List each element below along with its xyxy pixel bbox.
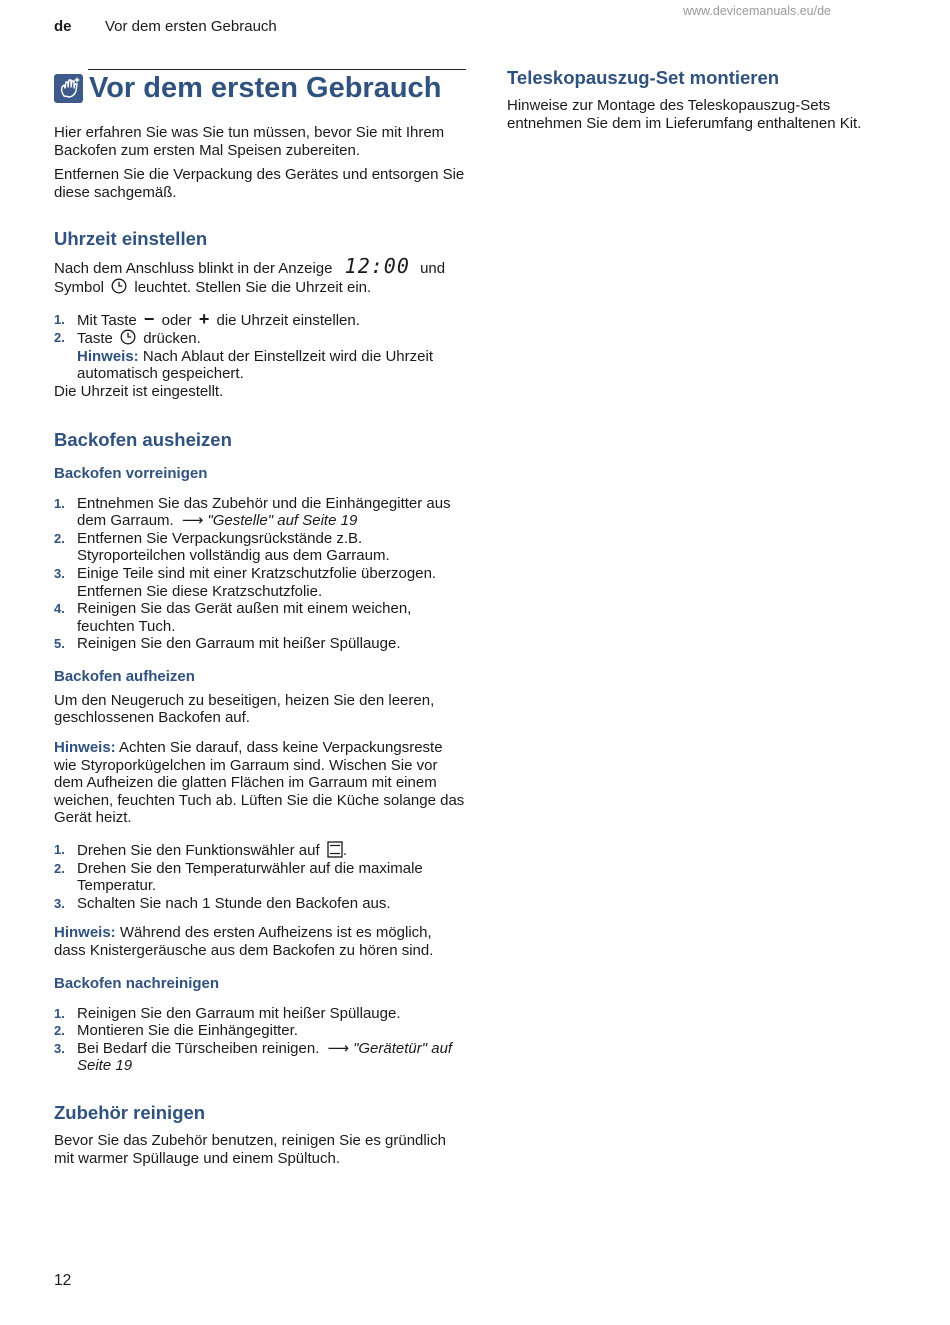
header-language: de	[54, 18, 72, 35]
heading-preclean: Backofen vorreinigen	[54, 464, 208, 482]
telescope-paragraph: Hinweise zur Montage des Teleskopauszug-Sets entnehmen Sie dem im Lieferumfang enthaltenen Kit.	[507, 97, 862, 132]
list-item	[54, 1040, 466, 1075]
plus-icon: +	[198, 308, 210, 329]
list-item	[54, 635, 466, 653]
step-number: 4.	[54, 601, 65, 617]
heading-heat-up: Backofen aufheizen	[54, 667, 195, 685]
clock-result: Die Uhrzeit ist eingestellt.	[54, 382, 224, 400]
step-text: oder	[161, 311, 192, 329]
accessories-paragraph: Bevor Sie das Zubehör benutzen, reinigen Sie es gründlich mit warmer Spüllauge und einem Spültuch.	[54, 1131, 446, 1167]
step-text: Einige Teile sind mit einer Kratzschutzfolie überzogen. Entfernen Sie diese Kratzschutzfolie.	[77, 564, 437, 600]
cross-reference-link[interactable]: "Gerätetür" auf Seite 19	[77, 1039, 453, 1075]
chapter-title-rule	[88, 69, 466, 70]
note-text: Nach Ablaut der Einstellzeit wird die Uhrzeit automatisch gespeichert.	[77, 347, 433, 383]
minus-icon: −	[143, 308, 155, 329]
note-text: Achten Sie darauf, dass keine Verpackungsreste wie Styroporkügelchen im Garraum sind. Wischen Sie vor dem Aufheizen die glatten Flächen im Garraum mit einem weichen, feuchten Tuch ab. Lüften Sie die Küche solange das Gerät heizt.	[54, 739, 465, 827]
list-item	[54, 1005, 466, 1023]
step-text: Taste	[77, 330, 113, 348]
cross-reference-arrow-icon: ⟶	[181, 512, 204, 530]
watermark[interactable]: www.devicemanuals.eu/de	[683, 4, 831, 18]
step-text: die Uhrzeit einstellen.	[216, 311, 360, 329]
step-text: Reinigen Sie das Gerät außen mit einem weichen, feuchten Tuch.	[77, 600, 412, 635]
clock-icon	[111, 278, 127, 294]
note-text: Während des ersten Aufheizens ist es möglich, dass Knistergeräusche aus dem Backofen zu hören sind.	[54, 924, 434, 959]
step-text-end: .	[342, 842, 347, 860]
clock-intro-text-c: Symbol	[54, 278, 105, 296]
list-item	[54, 1022, 466, 1040]
step-number: 2.	[54, 530, 65, 546]
clock-steps	[54, 308, 466, 383]
step-text: Schalten Sie nach 1 Stunde den Backofen aus.	[77, 894, 391, 912]
display-digits-icon: 12:00	[344, 254, 410, 279]
heading-clean-accessories: Zubehör reinigen	[54, 1101, 206, 1123]
note-label: Hinweis:	[54, 924, 116, 942]
step-number: 2.	[54, 860, 65, 876]
step-text: Drehen Sie den Temperaturwähler auf die maximale Temperatur.	[77, 859, 423, 895]
step-text: Bei Bedarf die Türscheiben reinigen.	[77, 1039, 320, 1057]
list-item	[54, 565, 466, 600]
page-title: Vor dem ersten Gebrauch	[89, 72, 442, 104]
header-title: Vor dem ersten Gebrauch	[105, 18, 277, 35]
step-text: Montieren Sie die Einhängegitter.	[77, 1022, 298, 1040]
step-number: 2.	[54, 330, 65, 346]
list-item	[54, 600, 466, 635]
postclean-steps	[54, 1005, 466, 1075]
heat-note-2	[54, 924, 466, 959]
cross-reference-arrow-icon: ⟶	[327, 1039, 350, 1057]
step-number: 2.	[54, 1023, 65, 1039]
list-item	[54, 308, 466, 330]
list-item	[54, 895, 466, 913]
step-number: 3.	[54, 895, 65, 911]
clock-icon	[120, 329, 136, 345]
step-number: 1.	[54, 311, 65, 327]
step-text: drücken.	[143, 330, 201, 348]
step-number: 1.	[54, 1005, 65, 1021]
preclean-steps	[54, 495, 466, 653]
heading-postclean: Backofen nachreinigen	[54, 974, 220, 992]
step-number: 1.	[54, 842, 65, 858]
step-text: Reinigen Sie den Garraum mit heißer Spüllauge.	[77, 1004, 401, 1022]
heat-note	[54, 739, 466, 827]
heading-telescope: Teleskopauszug-Set montieren	[507, 67, 780, 88]
list-item	[54, 841, 466, 860]
clock-note	[77, 348, 466, 383]
intro-paragraph: Hier erfahren Sie was Sie tun müssen, bevor Sie mit Ihrem Backofen zum ersten Mal Speisen zubereiten.	[54, 124, 445, 159]
step-number: 5.	[54, 636, 65, 652]
clock-intro-text-a: Nach dem Anschluss blinkt in der Anzeige	[54, 260, 333, 278]
step-text: Mit Taste	[77, 311, 137, 329]
oven-top-bottom-heat-icon	[327, 841, 343, 858]
step-number: 3.	[54, 1040, 65, 1056]
list-item	[54, 530, 466, 565]
right-column	[507, 67, 907, 132]
heat-steps	[54, 841, 466, 912]
heading-set-clock: Uhrzeit einstellen	[54, 228, 208, 250]
clock-intro-text-d: leuchtet. Stellen Sie die Uhrzeit ein.	[134, 278, 372, 296]
step-number: 3.	[54, 565, 65, 581]
clock-intro	[54, 254, 466, 296]
step-text: Drehen Sie den Funktionswähler auf	[77, 842, 320, 860]
heat-intro: Um den Neugeruch zu beseitigen, heizen Sie den leeren, geschlossenen Backofen auf.	[54, 691, 435, 727]
step-number: 1.	[54, 495, 65, 511]
clock-intro-text-b: und	[420, 260, 446, 278]
step-text: Reinigen Sie den Garraum mit heißer Spüllauge.	[77, 635, 401, 653]
left-column	[54, 69, 466, 1167]
cross-reference-link[interactable]: "Gestelle" auf Seite 19	[207, 512, 358, 530]
list-item	[54, 329, 466, 383]
list-item	[54, 860, 466, 895]
note-label: Hinweis:	[77, 347, 139, 365]
step-text: Entnehmen Sie das Zubehör und die Einhängegitter aus dem Garraum.	[77, 494, 451, 530]
page-number: 12	[54, 1272, 72, 1289]
chapter-heading	[54, 71, 466, 105]
hand-with-sparkle-icon	[54, 74, 83, 103]
heading-preheat: Backofen ausheizen	[54, 428, 232, 450]
packaging-paragraph: Entfernen Sie die Verpackung des Gerätes und entsorgen Sie diese sachgemäß.	[54, 166, 465, 201]
note-label: Hinweis:	[54, 739, 116, 757]
step-text: Entfernen Sie Verpackungsrückstände z.B. Styroporteilchen vollständig aus dem Garraum.	[77, 529, 390, 565]
list-item	[54, 495, 466, 530]
